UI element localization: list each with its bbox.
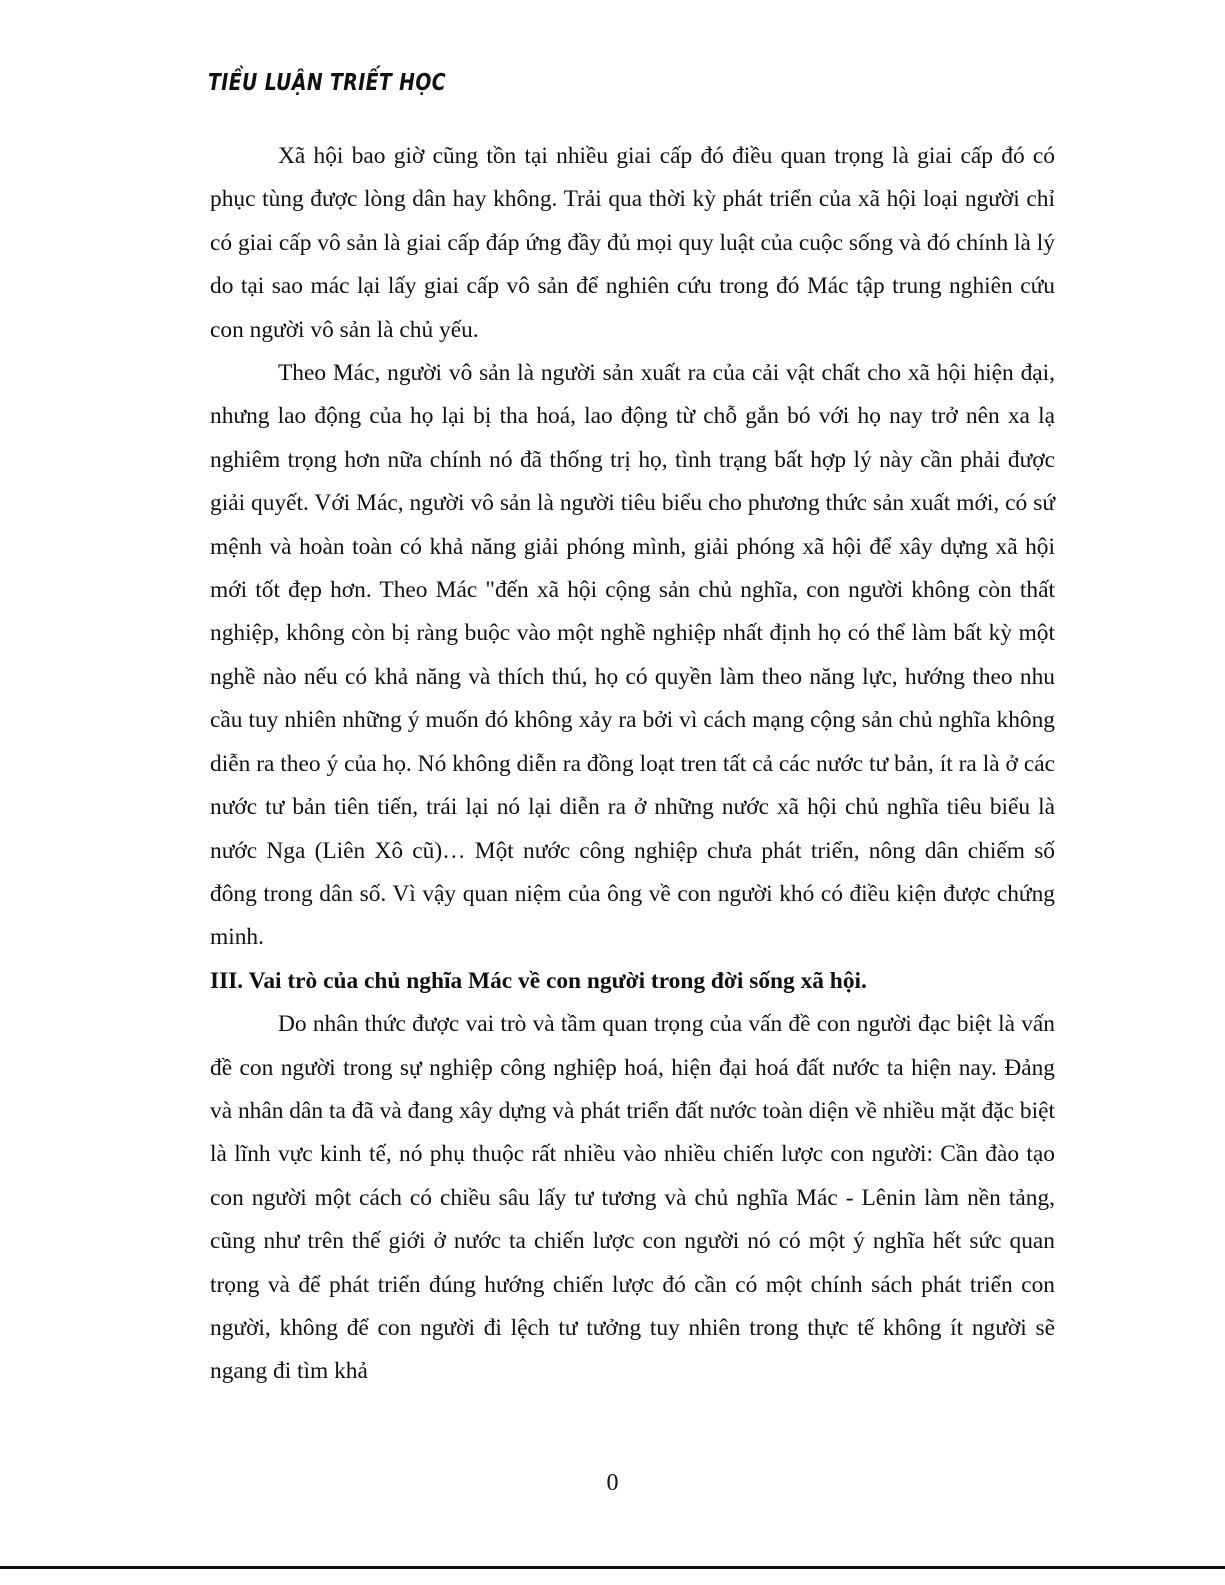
paragraph-3: Do nhân thức được vai trò và tầm quan trọng của vấn đề con người đạc biệt là vấn đề con người trong sự nghiệp công nghiệp hoá, hiện đại hoá đất nước ta hiện nay. Đảng và nhân dân ta đã và đang xây dựng và phát triển đất nước toàn diện về nhiều mặt đặc biệt là lĩnh vực kinh tế, nó phụ thuộc rất nhiều vào nhiều chiến lược con người: Cần đào tạo con người một cách có chiều sâu lấy tư tương và chủ nghĩa Mác - Lênin làm nền tảng, cũng như trên thế giới ở nước ta chiến lược con người nó có một ý nghĩa hết sức quan trọng và để phát triển đúng hướng chiến lược đó cần có một chính sách phát triển con người, không để con người đi lệch tư tưởng tuy nhiên trong thực tế không ít người sẽ ngang đi tìm khả bbox=[210, 1011, 1055, 1385]
page-header-title: TIỀU LUẬN TRIẾT HỌC bbox=[208, 70, 447, 96]
bottom-rule bbox=[0, 1566, 1225, 1569]
paragraph-1: Xã hội bao giờ cũng tồn tại nhiều giai cấp đó điều quan trọng là giai cấp đó có phục tùng được lòng dân hay không. Trải qua thời kỳ phát triển của xã hội loại người chỉ có giai cấp vô sản là giai cấp đáp ứng đầy đủ mọi quy luật của cuộc sống và đó chính là lý do tại sao mác lại lấy giai cấp vô sản để nghiên cứu trong đó Mác tập trung nghiên cứu con người vô sản là chủ yếu. bbox=[210, 143, 1055, 343]
page-number: 0 bbox=[606, 1470, 619, 1496]
section-heading: III. Vai trò của chủ nghĩa Mác về con người trong đời sống xã hội. bbox=[210, 967, 867, 994]
paragraph-2: Theo Mác, người vô sản là người sản xuất ra của cải vật chất cho xã hội hiện đại, nhưng lao động của họ lại bị tha hoá, lao động từ chỗ gắn bó với họ nay trở nên xa lạ nghiêm trọng hơn nữa chính nó đã thống trị họ, tình trạng bất hợp lý này cần phải được giải quyết. Với Mác, người vô sản là người tiêu biểu cho phương thức sản xuất mới, có sứ mệnh và hoàn toàn có khả năng giải phóng mình, giải phóng xã hội để xây dựng xã hội mới tốt đẹp hơn. Theo Mác "đến xã hội cộng sản chủ nghĩa, con người không còn thất nghiệp, không còn bị ràng buộc vào một nghề nghiệp nhất định họ có thể làm bất kỳ một nghề nào nếu có khả năng và thích thú, họ có quyền làm theo năng lực, hướng theo nhu cầu tuy nhiên những ý muốn đó không xảy ra bởi vì cách mạng cộng sản chủ nghĩa không diễn ra theo ý của họ. Nó không diễn ra đồng loạt tren tất cả các nước tư bản, ít ra là ở các nước tư bản tiên tiến, trái lại nó lại diễn ra ở những nước xã hội chủ nghĩa tiêu biểu là nước Nga (Liên Xô cũ)… Một nước công nghiệp chưa phát triển, nông dân chiếm số đông trong dân số. Vì vậy quan niệm của ông về con người khó có điều kiện được chứng minh. bbox=[210, 360, 1055, 951]
document-body bbox=[210, 135, 1055, 1394]
